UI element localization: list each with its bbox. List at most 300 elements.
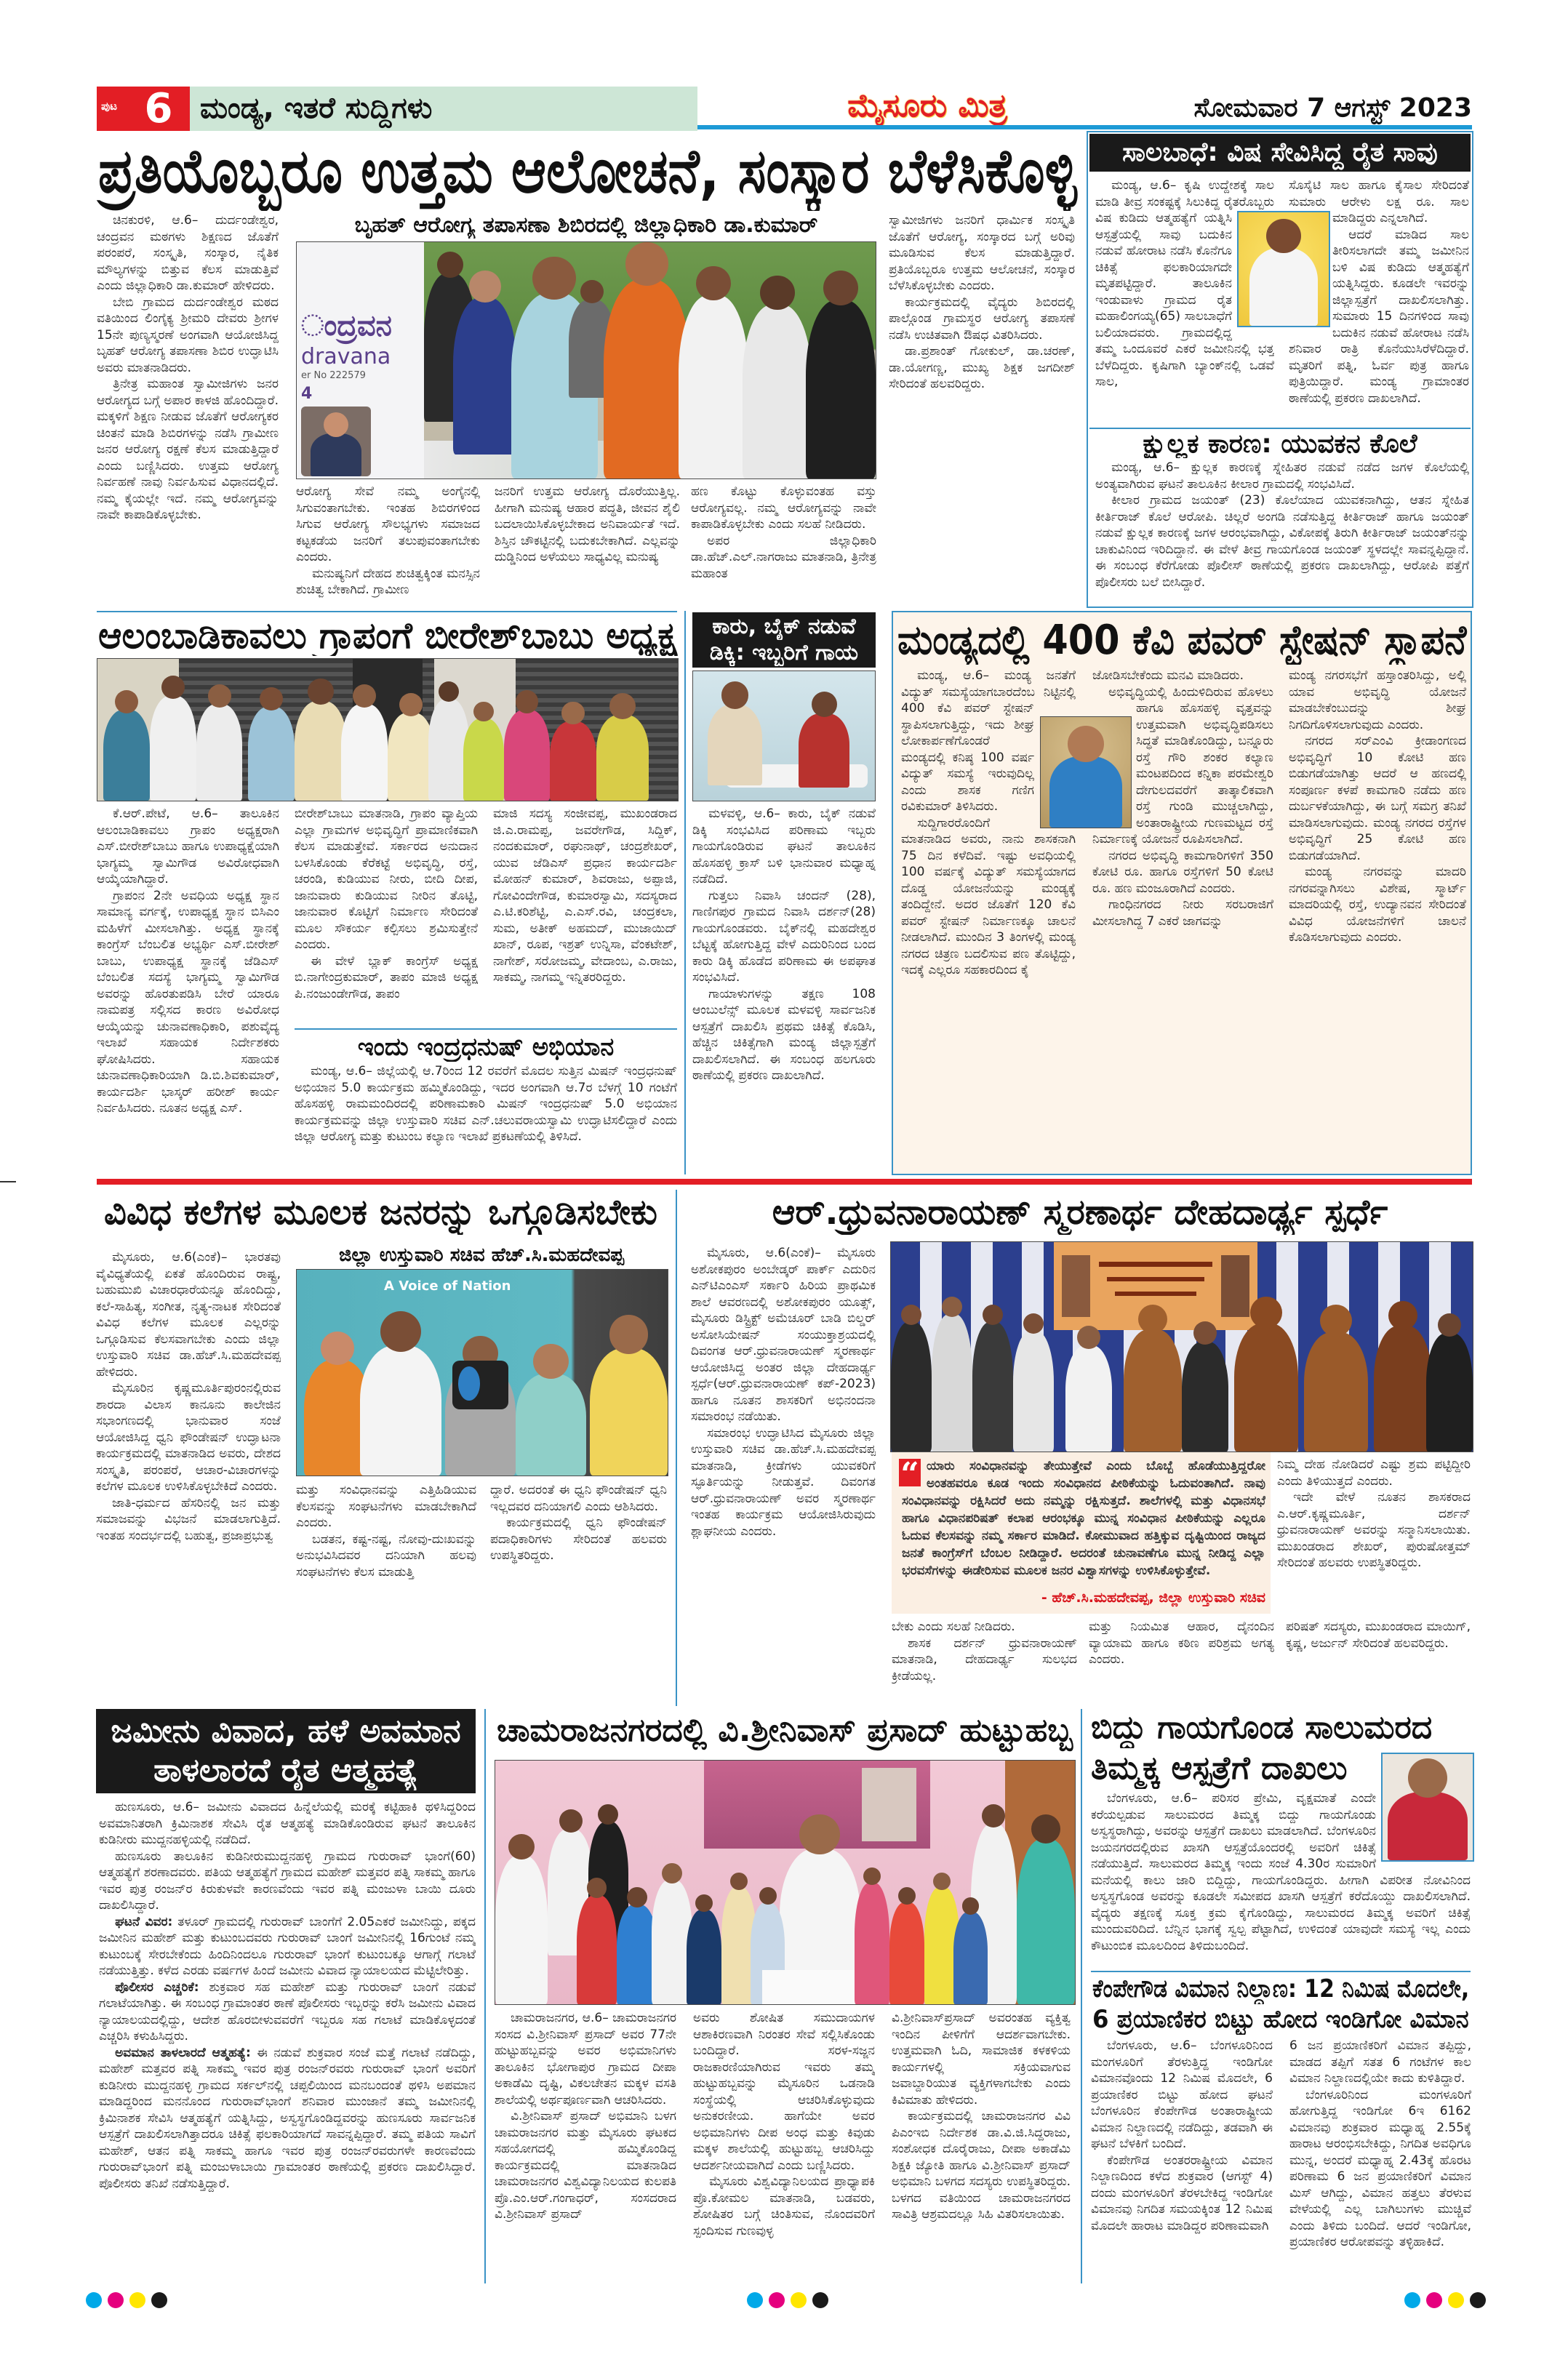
article-column [1277,1457,1471,1614]
person-body [806,300,876,479]
person-head [508,1834,535,1860]
registration-tick [0,1181,16,1182]
person-head [760,276,795,311]
column-divider [676,1190,677,1706]
section-band [190,87,697,131]
person-body [1065,1345,1112,1452]
article-column [1091,2038,1273,2278]
paragraph: ಮತ್ತು ನಿಯಮಿತ ಆಹಾರ, ದೈನಂದಿನ ವ್ಯಾಯಾಮ ಹಾಗೂ ಕಠಿಣ ಪರಿಶ್ರಮ ಅಗತ್ಯ ಎಂದರು. [1089,1620,1274,1667]
cyan-dot [747,2292,763,2308]
person-body [360,1345,441,1476]
article-column [96,1249,281,1706]
person-head [533,1344,568,1379]
person-head [208,684,231,708]
person-figure [103,690,150,801]
article-column [892,2010,1071,2279]
paragraph: ಮಂಡ್ಯ, ಆ.6– ಜಿಲ್ಲೆಯಲ್ಲಿ ಆ.7ರಿಂದ 12 ರವರೆಗೆ ಮೊದಲ ಸುತ್ತಿನ ಮಿಷನ್ ಇಂದ್ರಧನುಷ್ ಅಭಿಯಾನ 5.0 ಕಾರ್ಯಕ್ರಮ ಹಮ್ಮಿಕೊಂಡಿದ್ದು, ಇದರ ಅಂಗವಾಗಿ ಆ.7ರ ಬೆಳಗ್ಗೆ 10 ಗಂಟೆಗೆ ಹೊಸಹಳ್ಳಿ ರಾಮಮಂದಿರದಲ್ಲಿ ಪರಿಣಾಮಕಾರಿ ಮಿಷನ್ ಇಂದ್ರಧನುಷ್ 5.0 ಅಭಿಯಾನ ಕಾರ್ಯಕ್ರಮವನ್ನು ಜಿಲ್ಲಾ ಉಸ್ತುವಾರಿ ಸಚಿವ ಎನ್.ಚಲುವರಾಯಸ್ವಾಮಿ ಉದ್ಘಾಟಿಸಲಿದ್ದಾರೆ ಎಂದು ಜಿಲ್ಲಾ ಆರೋಗ್ಯ ಮತ್ತು ಕುಟುಂಬ ಕಲ್ಯಾಣ ಇಲಾಖೆ ಪ್ರಕಟಣೆಯಲ್ಲಿ ತಿಳಿಸಿದೆ. [295,1064,677,1144]
paragraph: ಅವರು ಶೋಷಿತ ಸಮುದಾಯಗಳ ಆಶಾಕಿರಣವಾಗಿ ನಿರಂತರ ಸೇವೆ ಸಲ್ಲಿಸಿಕೊಂಡು ಬಂದಿದ್ದಾರೆ. ಸರಳ-ಸಜ್ಜನ ರಾಜಕಾರಣಿಯಾಗಿರುವ ಇವರು ತಮ್ಮ ಹುಟ್ಟುಹಬ್ಬವನ್ನು ಮೈಸೂರಿನ ಒಡನಾಡಿ ಸಂಸ್ಥೆಯಲ್ಲಿ ಆಚರಿಸಿಕೊಳ್ಳುವುದು ಅನುಕರಣೀಯ. ಹಾಗೆಯೇ ಅವರ ಅಭಿಮಾನಿಗಳು ದೀಪ ಅಂಧ ಮತ್ತು ಕಿವುಡು ಮಕ್ಕಳ ಶಾಲೆಯಲ್ಲಿ ಹುಟ್ಟುಹಬ್ಬ ಆಚರಿಸಿದ್ದು ಆದರ್ಶನೀಯವಾಗಿದೆ ಎಂದು ಬಣ್ಣಿಸಿದರು. [693,2011,875,2173]
article-column [1091,1790,1471,1969]
person-head [962,1897,980,1915]
paragraph: ಬೆಂಗಳೂರು, ಆ.6– ಬೆಂಗಳೂರಿನಿಂದ ಮಂಗಳೂರಿಗೆ ತೆರಳುತ್ತಿದ್ದ ಇಂಡಿಗೋ ವಿಮಾನವೊಂದು 12 ನಿಮಿಷ ಮೊದಲೇ, 6 ಪ್ರಯಾಣಿಕರ ಬಿಟ್ಟು ಹೋದ ಘಟನೆ ಬೆಂಗಳೂರಿನ ಕೆಂಪೇಗೌಡ ಅಂತಾರಾಷ್ಟ್ರೀಯ ವಿಮಾನ ನಿಲ್ದಾಣದಲ್ಲಿ ನಡೆದಿದ್ದು, ತಡವಾಗಿ ಈ ಘಟನೆ ಬೆಳಕಿಗೆ ಬಂದಿದೆ. [1091,2038,1273,2151]
paragraph: ದ್ದಾರೆ. ಅದರಂತೆ ಈ ಧ್ವನಿ ಫೌಂಡೇಷನ್ ಧ್ವನಿ ಇಲ್ಲದವರ ದನಿಯಾಗಲಿ ಎಂದು ಆಶಿಸಿದರು. [490,1483,667,1514]
person-head [353,684,376,708]
section-separator [97,1179,1472,1185]
person-body [103,710,150,801]
header-rule [697,125,1472,129]
person-head [437,252,463,278]
headline-text: ಕಾರು, ಬೈಕ್ ನಡುವೆ [712,614,856,639]
headline-text: ತಿಮ್ಮಕ್ಕ ಆಸ್ಪತ್ರೆಗೆ ದಾಖಲು [1091,1750,1348,1787]
article-column [1089,1619,1274,1706]
run-in-head: ಅವಮಾನ ತಾಳಲಾರದೆ ಆತ್ಮಹತ್ಯೆ: [115,2045,251,2060]
paragraph [99,1849,476,1914]
black-dot [812,2292,828,2308]
paragraph: ಕೀಲಾರ ಗ್ರಾಮದ ಜಯಂತ್ (23) ಕೊಲೆಯಾದ ಯುವಕನಾಗಿದ್ದು, ಆತನ ಸ್ನೇಹಿತ ಕೀರ್ತಿರಾಜ್ ಕೊಲೆ ಆರೋಪಿ. ಚಿಲ್ಲರೆ ಅಂಗಡಿ ನಡೆಸುತ್ತಿದ್ದ ಕೀರ್ತಿರಾಜ್ ಹಾಗೂ ಜಯಂತ್ ನಡುವೆ ಕ್ಷುಲ್ಲಕ ಕಾರಣಕ್ಕೆ ಜಗಳ ಆರಂಭವಾಗಿದ್ದು, ವಿಕೋಪಕ್ಕೆ ತಿರುಗಿ ಕೀರ್ತಿರಾಜ್ ಜಯಂತ್‌ನನ್ನು ಚಾಕುವಿನಿಂದ ಇರಿದಿದ್ದಾನೆ. ಈ ವೇಳೆ ತೀವ್ರ ಗಾಯಗೊಂಡ ಜಯಂತ್ ಸ್ಥಳದಲ್ಲೇ ಸಾವನ್ನಪ್ಪಿದ್ದಾನೆ. ಈ ಸಂಬಂಧ ಕೆರೆಗೋಡು ಪೊಲೀಸ್ ಠಾಣೆಯಲ್ಲಿ ಪ್ರಕರಣ ದಾಖಲಾಗಿದ್ದು, ಆರೋಪಿ ಪತ್ತೆಗೆ ಪೊಲೀಸರು ಬಲೆ ಬೀಸಿದ್ದಾರೆ. [1095,493,1469,590]
article-column [691,484,876,605]
paragraph [99,1799,476,1849]
person-figure [1304,1305,1368,1452]
person-head [260,687,283,710]
person-head [1388,1301,1417,1330]
headline-text: ವಿವಿಧ ಕಲೆಗಳ ಮೂಲಕ ಜನರನ್ನು ಒಗ್ಗೂಡಿಸಬೇಕು [104,1192,657,1233]
headline-box [1089,134,1471,172]
photo-foundation-launch [296,1269,668,1476]
person-head [982,1804,1005,1827]
person-body [891,1322,932,1452]
column-divider [1081,1709,1082,2283]
person-figure [516,1344,586,1476]
paragraph: ಸೊಸೈಟಿ ಸಾಲ ಹಾಗೂ ಕೈಸಾಲ ಸೇರಿದಂತೆ ಸುಮಾರು ಆರೇಳು ಲಕ್ಷ ರೂ. ಸಾಲ ಮಾಡಿದ್ದರು ಎನ್ನಲಾಗಿದೆ. [1289,178,1469,225]
paragraph: ಬಡತನ, ಕಷ್ಟ-ನಷ್ಟ, ನೋವು-ದುಃಖವನ್ನು ಅನುಭವಿಸಿದವರ ದನಿಯಾಗಿ ಹಲವು ಸಂಘಟನೆಗಳು ಕೆಲಸ ಮಾಡುತ್ತಿ [296,1532,476,1580]
banner-text: 4 [301,385,313,403]
pull-quote-attribution: - ಹೆಚ್.ಸಿ.ಮಹದೇವಪ್ಪ, ಜಿಲ್ಲಾ ಉಸ್ತುವಾರಿ ಸಚಿವ [1041,1590,1265,1606]
person-figure [1426,1313,1473,1452]
paragraph [99,1979,476,2045]
person-body [932,1314,972,1452]
headline-text: ಚಾಮರಾಜನಗರದಲ್ಲಿ ವಿ.ಶ್ರೀನಿವಾಸ್ ಪ್ರಸಾದ್ ಹುಟ್ಟುಹಬ್ಬ [496,1712,1073,1749]
person-figure [248,687,295,801]
black-dot [1470,2292,1486,2308]
person-head [161,676,185,699]
banner-text: A Voice of Nation [384,1278,511,1294]
article-column [296,484,480,605]
person-body [590,1348,668,1476]
headline-text: 6 ಪ್ರಯಾಣಿಕರ ಬಿಟ್ಟು ಹೋದ ಇಂಡಿಗೋ ವಿಮಾನ [1092,2005,1469,2034]
person-figure [341,684,388,801]
person-figure [1234,1297,1298,1452]
person-body [743,305,812,479]
article-column [1286,1619,1471,1706]
paragraph: ಚಾಮರಾಜನಗರ, ಆ.6– ಚಾಮರಾಜನಗರ ಸಂಸದ ವಿ.ಶ್ರೀನಿವಾಸ್ ಪ್ರಸಾದ್ ಅವರ 77ನೇ ಹುಟ್ಟುಹಬ್ಬವನ್ನು ಅವರ ಅಭಿಮಾನಿಗಳು ತಾಲೂಕಿನ ಭೋಗಾಪುರ ಗ್ರಾಮದ ದೀಪಾ ಅಕಾಡೆಮಿ ದೃಷ್ಟಿ, ವಿಕಲಚೇತನ ಮಕ್ಕಳ ವಸತಿ ಶಾಲೆಯಲ್ಲಿ ಅರ್ಥಪೂರ್ಣವಾಗಿ ಆಚರಿಸಿದರು. [495,2011,676,2107]
person-body [550,721,596,801]
headline [896,617,1468,665]
article-column [295,1063,677,1172]
paragraph-text: ಈ ನಡುವೆ ಶುಕ್ರವಾರ ಸಂಜೆ ಮತ್ತೆ ಗಲಾಟೆ ನಡೆದಿದ್ದು, ಮಹೇಶ್ ಮತ್ತವರ ಪತ್ನಿ ಸಾಕಮ್ಮ ಇವರ ಪುತ್ರ ರಂಜನ್‌ರವರು ಗುರುರಾವ್ ಭಾಂಗೆ ಅವರಿಗೆ ಕುಡಿನೀರು ಮುದ್ದನಹಳ್ಳಿ ಗ್ರಾಮದ ಸರ್ಕಲ್‌ನಲ್ಲಿ ಚಪ್ಪಲಿಯಿಂದ ಮನಬಂದಂತೆ ಥಳಿಸಿ ಅಪಮಾನ ಮಾಡಿದ್ದರಿಂದ ಮನನೊಂದ ಗುರುರಾವ್‌ಭಾಂಗೆ ಶನಿವಾರ ಮುಂಜಾನೆ ತಮ್ಮ ಜಮೀನಿನಲ್ಲಿ ಕ್ರಿಮಿನಾಶಕ ಸೇವಿಸಿ ಆತ್ಮಹತ್ಯೆಗೆ ಯತ್ನಿಸಿದ್ದು, ಅಸ್ವಸ್ಥಗೊಂಡಿದ್ದವರನ್ನು ಹುಣಸೂರು ಸಾರ್ವಜನಿಕ ಆಸ್ಪತ್ರೆಗೆ ದಾಖಲಿಸಲಾಗಿತ್ತಾದರೂ ಚಿಕಿತ್ಸೆ ಫಲಕಾರಿಯಾಗದೆ ಸಾವನ್ನಪ್ಪಿದ್ದಾರೆ. ತಮ್ಮ ಪತಿಯ ಸಾವಿಗೆ ಮಹೇಶ್, ಆತನ ಪತ್ನಿ ಸಾಕಮ್ಮ ಹಾಗೂ ಇವರ ಪುತ್ರ ರಂಜನ್‌ರವರುಗಳೇ ಕಾರಣವೆಂದು ಗುರುರಾವ್‌ಭಾಂಗೆ ಪತ್ನಿ ಮಂಜುಳಾಬಾಯಿ ಗ್ರಾಮಾಂತರ ಠಾಣೆಯಲ್ಲಿ ಪ್ರಕರಣ ದಾಖಲಿಸಿದ್ದಾರೆ. ಪೊಲೀಸರು ತನಿಖೆ ನಡೆಸುತ್ತಿದ್ದಾರೆ. [99,2045,476,2191]
person-body [311,433,361,476]
paragraph: ಬೀರೇಶ್‌ಬಾಬು ಮಾತನಾಡಿ, ಗ್ರಾಪಂ ವ್ಯಾಪ್ತಿಯ ಎಲ್ಲಾ ಗ್ರಾಮಗಳ ಅಭಿವೃದ್ಧಿಗೆ ಪ್ರಾಮಾಣಿಕವಾಗಿ ಕೆಲಸ ಮಾಡುತ್ತೇವೆ. ಸರ್ಕಾರದ ಅನುದಾನ ಬಳಸಿಕೊಂಡು ಕೆರೆಕಟ್ಟೆ ಅಭಿವೃದ್ಧಿ, ರಸ್ತೆ, ಚರಂಡಿ, ಕುಡಿಯುವ ನೀರು, ಬೀದಿ ದೀಪ, ಜಾನುವಾರು ಕುಡಿಯುವ ನೀರಿನ ತೊಟ್ಟಿ, ಜಾನುವಾರ ಕೊಟ್ಟಿಗೆ ನಿರ್ಮಾಣ ಸೇರಿದಂತೆ ಮೂಲ ಸೌಕರ್ಯ ಕಲ್ಪಿಸಲು ಶ್ರಮಿಸುತ್ತೇನೆ ಎಂದರು. [295,806,478,952]
magenta-dot [108,2292,124,2308]
article-column [1095,460,1469,605]
headline-text: ಸಾಲಬಾಧೆ: ವಿಷ ಸೇವಿಸಿದ್ದ ರೈತ ಸಾವು [1122,137,1438,167]
paragraph: ಸುದ್ದಿಗಾರರೊಂದಿಗೆ ಮಾತನಾಡಿದ ಅವರು, ನಾನು ಶಾಸಕನಾಗಿ 75 ದಿನ ಕಳೆದಿವೆ. ಇಷ್ಟು ಅವಧಿಯಲ್ಲಿ 100 ವರ್ಷಕ್ಕೆ ವಿದ್ಯುತ್ ಸಮಸ್ಯೆಯಾಗದ ದೊಡ್ಡ ಯೋಜನೆಯನ್ನು ಮಂಡ್ಯಕ್ಕೆ ತಂದಿದ್ದೇನೆ. ಅದರ ಜೊತೆಗೆ 120 ಕೆವಿ ಪವರ್ ಸ್ಟೇಷನ್ ನಿರ್ಮಾಣಕ್ಕೂ ಚಾಲನೆ ನೀಡಲಾಗಿದೆ. ಮುಂದಿನ 3 ತಿಂಗಳಲ್ಲಿ ಮಂಡ್ಯ ನಗರದ ಚಿತ್ರಣ ಬದಲಿಸುವ ಪಣ ತೊಟ್ಟಿದ್ದು, ಇದಕ್ಕೆ ಎಲ್ಲರೂ ಸಹಕಾರದಿಂದ ಕೈ [901,815,1076,977]
paragraph: ಮಂಡ್ಯ ನಗರವನ್ನು ಮಾದರಿ ನಗರವನ್ನಾಗಿಸಲು ವಿಶೇಷ, ಸ್ಮಾರ್ಟ್ ಮಾದರಿಯಲ್ಲಿ ರಸ್ತೆ, ಉದ್ಯಾನವನ ಸೇರಿದಂತೆ ವಿವಿಧ ಯೋಜನೆಗಳಿಗೆ ಚಾಲನೆ ಕೊಡಿಸಲಾಗುವುದು ಎಂದರು. [1289,865,1466,945]
person-head [983,1305,1003,1325]
photo-panchayat-group [97,658,679,801]
paragraph: ಮಳವಳ್ಳಿ, ಆ.6– ಕಾರು, ಬೈಕ್ ನಡುವೆ ಡಿಕ್ಕಿ ಸಂಭವಿಸಿದ ಪರಿಣಾಮ ಇಬ್ಬರು ಗಾಯಗೊಂಡಿರುವ ಘಟನೆ ತಾಲೂಕಿನ ಹೊಸಹಳ್ಳಿ ಕ್ರಾಸ್ ಬಳಿ ಭಾನುವಾರ ಮಧ್ಯಾಹ್ನ ನಡೆದಿದೆ. [692,806,876,886]
person-body [972,1322,1013,1452]
article-column [296,1482,476,1706]
person-body [516,1374,586,1476]
person-head [1068,726,1104,762]
section-title: ಮಂಡ್ಯ, ಇತರೆ ಸುದ್ದಿಗಳು [200,92,433,125]
person-body [577,1895,617,2004]
headline [295,1033,677,1062]
headline-line [1091,2004,1471,2035]
person-figure [889,1887,924,2004]
quote-mark-spacer [902,1457,927,1491]
paragraph: ಅಭಿವೃದ್ಧಿಯಲ್ಲಿ ಹಿಂದುಳಿದಿರುವ ಹೊಳಲು ಹಾಗೂ ಹೊಸಹಳ್ಳಿ ವೃತ್ತವನ್ನು ಉತ್ತಮವಾಗಿ ಅಭಿವೃದ್ಧಿಪಡಿಸಲು ಸಿದ್ಧತೆ ಮಾಡಿಕೊಂಡಿದ್ದು, ಬನ್ನೂರು ರಸ್ತೆ ಗೌರಿ ಶಂಕರ ಕಲ್ಯಾಣ ಮಂಟಪದಿಂದ ಕನ್ನಿಕಾ ಪರಮೇಶ್ವರಿ ದೇಗುಲದವರೆಗೆ ತಾತ್ಕಾಲಿಕವಾಗಿ ರಸ್ತೆ ಗುಂಡಿ ಮುಚ್ಚಲಾಗಿದ್ದು, ಅಂತಾರಾಷ್ಟ್ರೀಯ ಗುಣಮಟ್ಟದ ರಸ್ತೆ ನಿರ್ಮಾಣಕ್ಕೆ ಯೋಜನೆ ರೂಪಿಸಲಾಗಿದೆ. [1092,684,1273,846]
paragraph: ಆದರೆ ಮಾಡಿದ ಸಾಲ ತೀರಿಸಲಾಗದೇ ತಮ್ಮ ಜಮೀನಿನ ಬಳಿ ವಿಷ ಕುಡಿದು ಆತ್ಮಹತ್ಯೆಗೆ ಯತ್ನಿಸಿದ್ದರು. ಕೂಡಲೇ ಇವರನ್ನು ಜಿಲ್ಲಾಸ್ಪತ್ರೆಗೆ ದಾಖಲಿಸಲಾಗಿತ್ತು. ಸುಮಾರು 15 ದಿನಗಳಿಂದ ಸಾವು ಬದುಕಿನ ನಡುವೆ ಹೋರಾಟ ನಡೆಸಿ ಶನಿವಾರ ರಾತ್ರಿ ಕೊನೆಯುಸಿರೆಳೆದಿದ್ದಾರೆ. ಮೃತರಿಗೆ ಪತ್ನಿ, ಓರ್ವ ಪುತ್ರ ಹಾಗೂ ಪುತ್ರಿಯಿದ್ದಾರೆ. ಮಂಡ್ಯ ಗ್ರಾಮಾಂತರ ಠಾಣೆಯಲ್ಲಿ ಪ್ರಕರಣ ದಾಖಲಾಗಿದೆ. [1289,227,1469,406]
divider [1089,428,1471,429]
person-body [679,295,748,479]
article-column [99,1799,476,2279]
banner-portrait [1062,1255,1090,1317]
article-column [1289,668,1466,1171]
column-divider [684,611,686,1174]
person-head [1250,1297,1282,1329]
person-head [439,681,459,702]
paragraph: ಕಾರ್ಯಕ್ರಮದಲ್ಲಿ ಚಾಮರಾಜನಗರ ವಿವಿ ಪಿಎಂಇಬಿ ನಿರ್ದೇಶಕ ಡಾ.ವಿ.ಜಿ.ಸಿದ್ದರಾಜು, ಸಂಶೋಧಕ ದೊರೈರಾಜು, ದೀಪಾ ಅಕಾಡೆಮಿ ಶಿಕ್ಷಕಿ ಜ್ಯೋತಿ ಹಾಗೂ ವಿ.ಶ್ರೀನಿವಾಸ್ ಪ್ರಸಾದ್ ಅಭಿಮಾನಿ ಬಳಗದ ಸದಸ್ಯರು ಉಪಸ್ಥಿತರಿದ್ದರು. ಬಳಗದ ವತಿಯಿಂದ ಚಾಮರಾಜನಗರದ ಸಾವಿತ್ರಿ ಆಶ್ರಮದಲ್ಲೂ ಸಿಹಿ ವಿತರಿಸಲಾಯಿತು. [892,2109,1071,2222]
person-head [863,1867,881,1885]
headline-line [692,614,876,640]
person-figure [604,242,690,479]
black-dot [151,2292,167,2308]
paragraph: ವಿ.ಶ್ರೀನಿವಾಸ್‌ಪ್ರಸಾದ್ ಅವರಂತಹ ವ್ಯಕ್ತಿತ್ವ ಇಂದಿನ ಪೀಳಿಗೆಗೆ ಆದರ್ಶವಾಗಬೇಕು. ಉತ್ತಮವಾಗಿ ಓದಿ, ಸಾಮಾಜಿಕ ಕಳಕಳಿಯ ಕಾರ್ಯಗಳಲ್ಲಿ ಸಕ್ರಿಯವಾಗುವ ಜವಾಬ್ದಾರಿಯುತ ವ್ಯಕ್ತಿಗಳಾಗಬೇಕು ಎಂದು ಕಿವಿಮಾತು ಹೇಳಿದರು. [892,2011,1071,2107]
inset-portrait [301,407,371,476]
person-head [1031,1814,1060,1843]
headline-line [1091,1708,1471,1748]
headline-text: ಆರ್.ಧ್ರುವನಾರಾಯಣ್ ಸ್ಮರಣಾರ್ಥ ದೇಹದಾರ್ಢ್ಯ ಸ್ಪರ್ಧೆ [772,1192,1388,1233]
person-figure [1049,726,1121,828]
article-column [692,806,876,1172]
person-head [561,702,585,725]
paragraph: ಮೈಸೂರು, ಆ.6(ಎಂಕೆ)– ಮೈಸೂರು ಅಶೋಕಪುರಂ ಅಂಬೇಡ್ಕರ್ ಪಾರ್ಕ್ ಎದುರಿನ ಎನ್‌ಟಿಎಂಎಸ್ ಸರ್ಕಾರಿ ಹಿರಿಯ ಪ್ರಾಥಮಿಕ ಶಾಲೆ ಆವರಣದಲ್ಲಿ ಅಶೋಕಪುರಂ ಯೂತ್ಸ್, ಮೈಸೂರು ಡಿಸ್ಟ್ರಿಕ್ಟ್ ಅಮೆಚೂರ್ ಬಾಡಿ ಬಿಲ್ಡರ್ ಅಸೋಸಿಯೇಷನ್ ಸಂಯುಕ್ತಾಶ್ರಯದಲ್ಲಿ ದಿವಂಗತ ಆರ್.ಧ್ರುವನಾರಾಯಣ್ ಸ್ಮರಣಾರ್ಥ ಆಯೋಜಿಸಿದ್ದ ಅಂತರ ಜಿಲ್ಲಾ ದೇಹದಾರ್ಢ್ಯ ಸ್ಪರ್ಧೆ(ಆರ್.ಧ್ರುವನಾರಾಯಣ್ ಕಪ್-2023) ಹಾಗೂ ನೂತನ ಶಾಸಕರಿಗೆ ಅಭಿನಂದನಾ ಸಮಾರಂಭ ನಡೆಯಿತು. [691,1246,876,1424]
person-body [196,704,243,801]
person-body [1234,1324,1298,1452]
paragraph: ಬೆಂಗಳೂರಿನಿಂದ ಮಂಗಳೂರಿಗೆ ಹೋಗುತ್ತಿದ್ದ ಇಂಡಿಗೋ 6ಇ 6162 ವಿಮಾನವು ಶುಕ್ರವಾರ ಮಧ್ಯಾಹ್ನ 2.55ಕ್ಕೆ ಹಾರಾಟ ಆರಂಭಿಸಬೇಕಿದ್ದು, ನಿಗದಿತ ಅವಧಿಗೂ ಮುನ್ನ, ಅಂದರೆ ಮಧ್ಯಾಹ್ನ 2.43ಕ್ಕೆ ಹೊರಟ ಪರಿಣಾಮ 6 ಜನ ಪ್ರಯಾಣಿಕರಿಗೆ ವಿಮಾನ ಮಿಸ್ ಆಗಿದ್ದು, ವಿಮಾನ ಹತ್ತಲು ತೆರಳುವ ವೇಳೆಯಲ್ಲಿ ಎಲ್ಲ ಬಾಗಿಲುಗಳು ಮುಚ್ಚಿವೆ ಎಂದು ತಿಳಿದು ಬಂದಿದೆ. ಆದರೆ ಇಂಡಿಗೋ, ಪ್ರಯಾಣಿಕರ ಆರೋಪವನ್ನು ತಳ್ಳಿಹಾಕಿದೆ. [1289,2087,1471,2249]
paragraph: ಮಾಜಿ ಸದಸ್ಯ ಸಂಜೀವಪ್ಪ, ಮುಖಂಡರಾದ ಜಿ.ಎ.ರಾಮಪ್ಪ, ಜವರೇಗೌಡ, ಸಿದ್ದಿಕ್, ನಂದಕುಮಾರ್, ರಘುನಾಥ್, ಚಂದ್ರಶೇಖರ್, ಯುವ ಜೆಡಿಎಸ್ ಪ್ರಧಾನ ಕಾರ್ಯದರ್ಶಿ ಮೋಹನ್ ಕುಮಾರ್, ಶಿವರಾಜು, ಅಪ್ಪಾಜಿ, ಗೋವಿಂದೇಗೌಡ, ಕುಮಾರಸ್ವಾಮಿ, ಸದಸ್ಯರಾದ ಎ.ಟಿ.ಕರಿಶೆಟ್ಟಿ, ಎ.ಎಸ್.ರವಿ, ಚಂದ್ರಕಲಾ, ಸುಮ, ಅತೀಕ್ ಅಹಮದ್, ಮುಜಾಯಿದ್ ಖಾನ್, ರೂಪ, ಇಶ್ರತ್ ಉನ್ನಿಸಾ, ವೆಂಕಟೇಶ್, ನಾಗೇಶ್, ಸರೋಜಮ್ಮ, ವೇದಾಂಬ, ಎ.ರಾಜು, ಸಾಕಮ್ಮ, ನಾಗಮ್ಮ ಇನ್ನಿತರರಿದ್ದರು. [493,806,677,985]
person-head [1320,1305,1352,1337]
person-figure [1249,219,1318,326]
person-figure [687,1894,721,2004]
cyan-dot [1404,2292,1420,2308]
person-figure [463,702,504,801]
yellow-dot [791,2292,807,2308]
person-figure [1065,1326,1112,1452]
page-number: 6 [144,85,173,132]
person-figure [590,1315,668,1476]
divider [1091,1971,1471,1972]
page-number-badge [97,87,190,131]
headline-line [1091,1748,1375,1789]
article-column [892,1619,1077,1706]
paragraph: ಜನರಿಗೆ ಉತ್ತಮ ಆರೋಗ್ಯ ದೊರೆಯುತ್ತಿಲ್ಲ. ಹೀಗಾಗಿ ಮನುಷ್ಯ ಆಹಾರ ಪದ್ಧತಿ, ಜೀವನ ಶೈಲಿ ಬದಲಾಯಿಸಿಕೊಳ್ಳಬೇಕಾದ ಅನಿವಾರ್ಯತೆ ಇದೆ. ಶಿಸ್ತಿನ ಚೌಕಟ್ಟಿನಲ್ಲಿ ಬದುಕಬೇಕಾಗಿದೆ. ಎಲ್ಲವನ್ನು ದುಡ್ಡಿನಿಂದ ಅಳೆಯಲು ಸಾಧ್ಯವಿಲ್ಲ ಮನುಷ್ಯ [495,484,680,564]
person-figure [1374,1301,1432,1452]
pull-quote [902,1457,1265,1581]
person-body [1182,1342,1228,1452]
person-head [759,1887,777,1905]
person-figure [708,681,762,785]
headline [1089,431,1471,458]
banner-text: dravana [301,344,391,369]
person-body [953,1912,988,2004]
person-figure [295,678,347,801]
person-figure [1124,1305,1182,1452]
headline [95,1190,666,1235]
person-head [308,678,334,705]
paragraph: ಬೆಂಗಳೂರು, ಆ.6– ಪರಿಸರ ಪ್ರೇಮಿ, ವೃಕ್ಷಮಾತೆ ಎಂದೇ ಕರೆಯಲ್ಪಡುವ ಸಾಲುಮರದ ತಿಮ್ಮಕ್ಕ ಬಿದ್ದು ಗಾಯಗೊಂಡು ಅಸ್ವಸ್ಥರಾಗಿದ್ದು, ಅವರನ್ನು ಆಸ್ಪತ್ರೆಗೆ ದಾಖಲು ಮಾಡಲಾಗಿದೆ. ಬೆಂಗಳೂರಿನ ಜಯನಗರದಲ್ಲಿರುವ ಖಾಸಗಿ ಆಸ್ಪತ್ರೆಯೊಂದರಲ್ಲಿ ಅವರಿಗೆ ಚಿಕಿತ್ಸೆ ನಡೆಯುತ್ತಿದೆ. ಸಾಲುಮರದ ತಿಮ್ಮಕ್ಕ ಇಂದು ಸಂಜೆ 4.30ರ ಸುಮಾರಿಗೆ ಮನೆಯಲ್ಲಿ ಕಾಲು ಜಾರಿ ಬಿದ್ದಿದ್ದು, ಗಾಯಗೊಂಡಿದ್ದರು. ಹೀಗಾಗಿ ವಿಪರೀತ ನೋವಿನಿಂದ ಅಸ್ವಸ್ಥಗೊಂಡ ಅವರನ್ನು ಕೂಡಲೇ ಸಮೀಪದ ಖಾಸಗಿ ಆಸ್ಪತ್ರೆಗೆ ಕರೆದೊಯ್ದು ದಾಖಲಿಸಲಾಗಿದೆ. ವೈದ್ಯರು ತಕ್ಷಣಕ್ಕೆ ಸೂಕ್ತ ಕ್ರಮ ಕೈಗೊಂಡಿದ್ದು, ಸಾಲುಮರದ ತಿಮ್ಮಕ್ಕ ಅವರಿಗೆ ಚಿಕಿತ್ಸೆ ಮುಂದುವರಿದಿದೆ. ಬೆನ್ನಿನ ಭಾಗಕ್ಕೆ ಸ್ವಲ್ಪ ಪೆಟ್ಟಾಗಿದೆ, ಉಳಿದಂತೆ ಯಾವುದೇ ಸಮಸ್ಯೆ ಇಲ್ಲ ಎಂದು ಕೌಟುಂಬಿಕ ಮೂಲದಿಂದ ತಿಳಿದುಬಂದಿದೆ. [1091,1791,1471,1953]
paragraph-text: ಹುಣಸೂರು ತಾಲೂಕಿನ ಕುಡಿನೀರುಮುದ್ದನಹಳ್ಳಿ ಗ್ರಾಮದ ಗುರುರಾವ್ ಭಾಂಗೆ(60) ಆತ್ಮಹತ್ಯೆಗೆ ಶರಣಾದವರು. ಪತಿಯ ಆತ್ಮಹತ್ಯೆಗೆ ಗ್ರಾಮದ ಮಹೇಶ್ ಮತ್ತವರ ಪತ್ನಿ ಸಾಕಮ್ಮ ಹಾಗೂ ಇವರ ಪುತ್ರ ರಂಜನ್‌ರ ಕಿರುಕುಳವೇ ಕಾರಣವೆಂದು ಇವರ ಪತ್ನಿ ಮಂಜುಳಾ ಬಾಯಿ ದೂರು ದಾಖಲಿಸಿದ್ದಾರೆ. [99,1849,476,1913]
headline-line [692,640,876,666]
article-column [97,806,279,1172]
headline-text: ತಾಳಲಾರದೆ ರೈತ ಆತ್ಮಹತ್ಯೆ [153,1752,418,1789]
person-figure [1182,1321,1228,1452]
paragraph: ಮನುಷ್ಯನಿಗೆ ದೇಹದ ಶುಚಿತ್ವಕ್ಕಿಂತ ಮನಸ್ಸಿನ ಶುಚಿತ್ವ ಬೇಕಾಗಿದೆ. ಗ್ರಾಮೀಣ [296,566,480,597]
person-figure [196,684,243,801]
person-figure [453,271,517,455]
paragraph: ನಗರದ ಅಭಿವೃದ್ಧಿ ಕಾಮಗಾರಿಗಳಿಗೆ 350 ಕೋಟಿ ರೂ. ಹಾಗೂ ರಸ್ತೆಗಳಿಗೆ 50 ಕೋಟಿ ರೂ. ಹಣ ಮಂಜೂರಾಗಿದೆ ಎಂದರು. [1092,848,1273,896]
paragraph: ಡಾ.ಪ್ರಶಾಂತ್ ಗೋಕುಲ್, ಡಾ.ಚರಣ್, ಡಾ.ಯೋಗಣ್ಣ, ಮುಖ್ಯ ಶಿಕ್ಷಕ ಜಗದೀಶ್ ಸೇರಿದಂತೆ ಹಲವರಿದ್ದರು. [889,344,1075,391]
person-body [453,297,517,455]
person-figure [360,1311,441,1476]
paragraph-text: ತಳೂರ್ ಗ್ರಾಮದಲ್ಲಿ ಗುರುರಾವ್ ಬಾಂಗೆಗೆ 2.05ಎಕರೆ ಜಮೀನಿದ್ದು, ಪಕ್ಕದ ಜಮೀನಿನ ಮಹೇಶ್ ಮತ್ತು ಕುಟುಂಬದವರು ಗುರುರಾವ್ ಬಾಂಗೆ ಜಮೀನಿನಲ್ಲಿ 16ಗುಂಟೆ ನಮ್ಮ ಕುಟುಂಬಕ್ಕೆ ಸೇರಬೇಕೆಂದು ಹಿಂದಿನಿಂದಲೂ ಗುರುರಾವ್ ಭಾಂಗೆ ಕುಟುಂಬಕ್ಕೂ ಆಗಾಗ್ಗೆ ಗಲಾಟೆ ನಡೆಯುತ್ತಿತ್ತು. ಕಳೆದ ಎರಡು ವರ್ಷಗಳ ಹಿಂದೆ ಜಮೀನು ವಿವಾದ ನ್ಯಾಯಾಲಯದ ಮೆಟ್ಟಿಲೇರಿತ್ತು. [99,1914,476,1978]
person-figure [972,1305,1013,1452]
article-column [691,1245,876,1706]
person-head [469,271,501,303]
paragraph [99,2045,476,2193]
person-body [1249,248,1318,326]
person-body [687,1910,721,2004]
person-head [695,1894,713,1912]
yellow-dot [129,2292,145,2308]
run-in-head: ಪೊಲೀಸರ ಎಚ್ಚರಿಕೆ: [115,1979,199,1995]
paragraph: ತ್ರಿನೇತ್ರ ಮಹಾಂತ ಸ್ವಾಮೀಜಿಗಳು ಜನರ ಆರೋಗ್ಯದ ಬಗ್ಗೆ ಅಪಾರ ಕಾಳಜಿ ಹೊಂದಿದ್ದಾರೆ. ಮಕ್ಕಳಿಗೆ ಶಿಕ್ಷಣ ನೀಡುವ ಜೊತೆಗೆ ಆರೋಗ್ಯಕರ ಚಿಂತನೆ ಮಾಡಿ ಶಿಬಿರಗಳನ್ನು ನಡೆಸಿ ಗ್ರಾಮೀಣ ಜನರ ಆರೋಗ್ಯ ರಕ್ಷಣೆ ಕೆಲಸ ಮಾಡುತ್ತಿದ್ದಾರೆ ಎಂದು ಬಣ್ಣಿಸಿದರು. ಉತ್ತಮ ಆರೋಗ್ಯ ನಿರ್ವಹಣೆ ನಾವು ನಿರ್ವಹಿಸುವ ವಿಧಾನದಲ್ಲಿದೆ. ನಮ್ಮ ಕೈಯಲ್ಲೇ ಇದೆ. ನಮ್ಮ ಆರೋಗ್ಯವನ್ನು ನಾವೇ ಕಾಪಾಡಿಕೊಳ್ಳಬೇಕು. [97,377,279,522]
person-head [321,1332,354,1365]
person-figure [743,276,812,479]
cyan-dot [86,2292,102,2308]
person-head [696,266,731,301]
person-figure [596,693,649,801]
paragraph: ಗಾಂಧಿನಗರದ ನೀರು ಸರಬರಾಜಿಗೆ ಮೀಸಲಾಗಿದ್ದ 7 ಎಕರೆ ಜಾಗವನ್ನು [1092,897,1273,929]
paragraph: ಸ್ವಾಮೀಜಿಗಳು ಜನರಿಗೆ ಧಾರ್ಮಿಕ ಸಂಸ್ಕೃತಿ ಜೊತೆಗೆ ಆರೋಗ್ಯ, ಸಂಸ್ಕಾರದ ಬಗ್ಗೆ ಅರಿವು ಮೂಡಿಸುವ ಕೆಲಸ ಮಾಡುತ್ತಿದ್ದಾರೆ. ಪ್ರತಿಯೊಬ್ಬರೂ ಉತ್ತಮ ಆಲೋಚನೆ, ಸಂಸ್ಕಾರ ಬೆಳೆಸಿಕೊಳ್ಳಬೇಕು ಎಂದರು. [889,213,1075,293]
person-figure [891,1305,932,1452]
person-body [150,696,196,801]
person-figure [388,693,434,801]
person-head [609,693,636,719]
paragraph: ಕೆಂಪೇಗೌಡ ಅಂತರರಾಷ್ಟ್ರೀಯ ವಿಮಾನ ನಿಲ್ದಾಣದಿಂದ ಕಳೆದ ಶುಕ್ರವಾರ (ಆಗಸ್ಟ್ 4) ದಂದು ಮಂಗಳೂರಿಗೆ ತೆರಳಬೇಕಿದ್ದ ಇಂಡಿಗೋ ವಿಮಾನವು ನಿಗದಿತ ಸಮಯಕ್ಕಿಂತ 12 ನಿಮಿಷ ಮೊದಲೇ ಹಾರಾಟ ಮಾಡಿದ್ದರ ಪರಿಣಾಮವಾಗಿ [1091,2153,1273,2233]
person-figure [806,271,876,479]
headline-box [692,612,876,668]
person-head [559,1809,583,1833]
paragraph: ಮಂಡ್ಯ, ಆ.6– ಕ್ಷುಲ್ಲಕ ಕಾರಣಕ್ಕೆ ಸ್ನೇಹಿತರ ನಡುವೆ ನಡೆದ ಜಗಳ ಕೊಲೆಯಲ್ಲಿ ಅಂತ್ಯವಾಗಿರುವ ಘಟನೆ ತಾಲೂಕಿನ ಕೀಲಾರ ಗ್ರಾಮದಲ್ಲಿ ಸಂಭವಿಸಿದೆ. [1095,460,1469,492]
page-label: ಪುಟ [101,100,118,113]
paragraph: ಅಪರ ಜಿಲ್ಲಾಧಿಕಾರಿ ಡಾ.ಹೆಚ್.ಎಲ್.ನಾಗರಾಜು ಮಾತನಾಡಿ, ತ್ರಿನೇತ್ರ ಮಹಾಂತ [691,533,876,581]
headline [688,1190,1472,1235]
person-body [495,1856,548,2004]
banner-text-line [1115,1292,1196,1296]
person-head [721,681,749,709]
banner-text: er No 222579 [301,370,366,381]
photo-bodybuilding-stage [890,1241,1473,1452]
person-head [1193,1321,1217,1345]
person-head [662,1863,682,1883]
person-head [598,1804,618,1825]
headline [495,1709,1075,1753]
paragraph: ಸಮಾರಂಭ ಉದ್ಘಾಟಿಸಿದ ಮೈಸೂರು ಜಿಲ್ಲಾ ಉಸ್ತುವಾರಿ ಸಚಿವ ಡಾ.ಹೆಚ್.ಸಿ.ಮಹದೇವಪ್ಪ ಮಾತನಾಡಿ, ಕ್ರೀಡೆಗಳು ಯುವಕರಿಗೆ ಸ್ಫೂರ್ತಿಯನ್ನು ನೀಡುತ್ತವೆ. ದಿವಂಗತ ಆರ್.ಧ್ರುವನಾರಾಯಣ್ ಅವರ ಸ್ಮರಣಾರ್ಥ ಇಂತಹ ಕಾರ್ಯಕ್ರಮ ಆಯೋಜಿಸಿರುವುದು ಶ್ಲಾಘನೀಯ ಎಂದರು. [691,1425,876,1539]
paragraph: ಬೇಬಿ ಗ್ರಾಮದ ದುರ್ದಂಡೇಶ್ವರ ಮಠದ ವತಿಯಿಂದ ಲಿಂಗೈಕ್ಯ ಶ್ರೀಮರಿ ದೇವರು ಶ್ರೀಗಳ 15ನೇ ಪುಣ್ಯಸ್ಮರಣೆ ಅಂಗವಾಗಿ ಆಯೋಜಿಸಿದ್ದ ಬೃಹತ್ ಆರೋಗ್ಯ ತಪಾಸಣಾ ಶಿಬಿರ ಉದ್ಘಾಟಿಸಿ ಅವರು ಮಾತನಾಡಿದರು. [97,295,279,375]
article-column [97,212,279,605]
person-body [295,701,347,801]
person-head [799,1814,840,1855]
article-column [693,2010,875,2279]
person-body [1017,1839,1075,2004]
photo-banner [297,242,424,479]
divider [295,1028,677,1030]
person-body [1013,1331,1054,1452]
divider [97,611,677,612]
paragraph: ಮೈಸೂರು, ಆ.6(ಎಂಕೆ)– ಭಾರತವು ವೈವಿಧ್ಯತೆಯಲ್ಲಿ ಏಕತೆ ಹೊಂದಿರುವ ರಾಷ್ಟ್ರ, ಬಹುಮುಖಿ ವಿಚಾರಧಾರೆಯನ್ನೂ ಹೊಂದಿದ್ದು, ಕಲೆ-ಸಾಹಿತ್ಯ, ಸಂಗೀತ, ನೃತ್ಯ-ನಾಟಕ ಸೇರಿದಂತೆ ವಿವಿಧ ಕಲೆಗಳ ಮೂಲಕ ಎಲ್ಲರನ್ನು ಒಗ್ಗೂಡಿಸುವ ಕೆಲಸವಾಗಬೇಕು ಎಂದು ಜಿಲ್ಲಾ ಉಸ್ತುವಾರಿ ಸಚಿವ ಡಾ.ಹೆಚ್.ಸಿ.ಮಹದೇವಪ್ಪ ಹೇಳಿದರು. [96,1250,281,1380]
paragraph [99,1914,476,1979]
person-head [1023,1313,1044,1334]
birthday-cake [762,1970,855,2004]
person-head [625,242,669,286]
person-figure [799,692,849,788]
person-body [855,1883,889,2004]
paragraph: ನಗರದ ಸರ್‌ಎಂವಿ ಕ್ರೀಡಾಂಗಣದ ಅಭಿವೃದ್ಧಿಗೆ 10 ಕೋಟಿ ಹಣ ಬಿಡುಗಡೆಯಾಗಿತ್ತು ಆದರೆ ಆ ಹಣದಲ್ಲಿ ಸಂಪೂರ್ಣ ಕಳಪೆ ಕಾಮಗಾರಿ ನಡೆದು ಹಣ ದುರ್ಬಳಕೆಯಾಗಿದ್ದು, ಈ ಬಗ್ಗೆ ಸಮಗ್ರ ತನಿಖೆ ಮಾಡಿಸಲಾಗುವುದು. ಮಂಡ್ಯ ನಗರದ ರಸ್ತೆಗಳ ಅಭಿವೃದ್ಧಿಗೆ 25 ಕೋಟಿ ಹಣ ಬಿಡುಗಡೆಯಾಗಿದೆ. [1289,734,1466,863]
person-head [115,690,138,713]
article-column [1289,2038,1471,2278]
column-divider [484,1709,486,2283]
paragraph: ಜಾತಿ-ಧರ್ಮದ ಹೆಸರಿನಲ್ಲಿ ಜನ ಮತ್ತು ಸಮಾಜವನ್ನು ವಿಭಜನೆ ಮಾಡಲಾಗುತ್ತಿದೆ. ಇಂತಹ ಸಂದರ್ಭದಲ್ಲಿ ಬಹುತ್ವ, ಪ್ರಜಾಪ್ರಭುತ್ವ [96,1495,281,1543]
person-figure [150,676,196,801]
paragraph: ಗ್ರಾಪಂನ 2ನೇ ಅವಧಿಯ ಅಧ್ಯಕ್ಷ ಸ್ಥಾನ ಸಾಮಾನ್ಯ ವರ್ಗಕ್ಕೆ, ಉಪಾಧ್ಯಕ್ಷ ಸ್ಥಾನ ಬಿಸಿಎಂ ಮಹಿಳೆಗೆ ಮೀಸಲಾಗಿತ್ತು. ಅಧ್ಯಕ್ಷ ಸ್ಥಾನಕ್ಕೆ ಕಾಂಗ್ರೆಸ್ ಬೆಂಬಲಿತ ಅಭ್ಯರ್ಥಿ ಎಸ್.ಬೀರೇಶ್ ಬಾಬು, ಉಪಾಧ್ಯಕ್ಷ ಸ್ಥಾನಕ್ಕೆ ಜೆಡಿಎಸ್ ಬೆಂಬಲಿತ ಸದಸ್ಯೆ ಭಾಗ್ಯಮ್ಮ ಸ್ವಾಮಿಗೌಡ ಅವರನ್ನು ಹೊರತುಪಡಿಸಿ ಬೇರೆ ಯಾರೂ ನಾಮಪತ್ರ ಸಲ್ಲಿಸದ ಕಾರಣ ಅವಿರೋಧ ಆಯ್ಕೆಯನ್ನು ಚುನಾವಣಾಧಿಕಾರಿ, ಪಶುವೈದ್ಯ ಇಲಾಖೆ ಸಹಾಯಕ ನಿರ್ದೇಶಕರು ಘೋಷಿಸಿದರು. ಸಹಾಯಕ ಚುನಾವಣಾಧಿಕಾರಿಯಾಗಿ ಡಿ.ಬಿ.ಶಿವಕುಮಾರ್, ಕಾರ್ಯದರ್ಶಿ ಭಾಸ್ಕರ್ ಹರೀಶ್ ಕಾರ್ಯ ನಿರ್ವಹಿಸಿದರು. ನೂತನ ಅಧ್ಯಕ್ಷ ಎಸ್. [97,888,279,1116]
person-figure [679,266,748,479]
person-head [627,1887,647,1907]
person-body [799,713,849,788]
person-head [1266,219,1300,253]
person-head [1138,1305,1167,1334]
paragraph: ಮಂಡ್ಯ ನಗರಸಭೆಗೆ ಹಸ್ತಾಂತರಿಸಿದ್ದು, ಅಲ್ಲಿ ಯಾವ ಅಭಿವೃದ್ಧಿ ಯೋಜನೆ ಮಾಡಬೇಕೆಂಬುದನ್ನು ಶೀಘ್ರ ನಿಗದಿಗೊಳಿಸಲಾಗುವುದು ಎಂದರು. [1289,668,1466,732]
person-body [504,710,551,801]
subheadline-text: ಜಿಲ್ಲಾ ಉಸ್ತುವಾರಿ ಸಚಿವ ಹೆಚ್.ಸಿ.ಮಹದೇವಪ್ಪ [339,1244,624,1266]
paragraph: 6 ಜನ ಪ್ರಯಾಣಿಕರಿಗೆ ವಿಮಾನ ತಪ್ಪಿದ್ದು, ಮಾಡದ ತಪ್ಪಿಗೆ ಸತತ 6 ಗಂಟೆಗಳ ಕಾಲ ವಿಮಾನ ನಿಲ್ದಾಣದಲ್ಲಿಯೇ ಕಾದು ಕುಳಿತಿದ್ದಾರೆ. [1289,2038,1471,2086]
person-body [1304,1332,1368,1452]
person-figure [953,1897,988,2004]
photo-wrap-spacer [1376,1790,1471,1863]
person-body [1049,756,1121,828]
person-head [1438,1313,1461,1337]
banner-text-line [1107,1277,1204,1281]
paragraph: ಬೇಕು ಎಂದು ಸಲಹೆ ನೀಡಿದರು. [892,1620,1015,1634]
person-body [341,704,388,801]
paragraph: ಮಂಡ್ಯ, ಆ.6– ಮಂಡ್ಯ ಜನತೆಗೆ ವಿದ್ಯುತ್ ಸಮಸ್ಯೆಯಾಗಬಾರದೆಂಬ ನಿಟ್ಟಿನಲ್ಲಿ 400 ಕೆವಿ ಪವರ್ ಸ್ಟೇಷನ್ ಸ್ಥಾಪಿಸಲಾಗುತ್ತಿದ್ದು, ಇದು ಶೀಘ್ರ ಲೋಕಾರ್ಪಣೆಗೊಂಡರೆ ಮಂಡ್ಯದಲ್ಲಿ ಕನಿಷ್ಠ 100 ವರ್ಷ ವಿದ್ಯುತ್ ಸಮಸ್ಯೆ ಇರುವುದಿಲ್ಲ ಎಂದು ಶಾಸಕ ಗಣಿಗ ರವಿಕುಮಾರ್ ತಿಳಿಸಿದರು. [901,668,1076,814]
paragraph: ಈ ವೇಳೆ ಬ್ಲಾಕ್ ಕಾಂಗ್ರೆಸ್ ಅಧ್ಯಕ್ಷ ಬಿ.ನಾಗೇಂದ್ರಕುಮಾರ್, ತಾಪಂ ಮಾಜಿ ಅಧ್ಯಕ್ಷ ಪಿ.ನಂಜುಂಡೇಗೌಡ, ತಾಪಂ [295,953,478,1001]
paragraph: ಹಣ ಕೊಟ್ಟು ಕೊಳ್ಳುವಂತಹ ವಸ್ತು ಆರೋಗ್ಯವಲ್ಲ. ನಮ್ಮ ಆರೋಗ್ಯವನ್ನು ನಾವೇ ಕಾಪಾಡಿಕೊಳ್ಳಬೇಕು ಎಂದು ಸಲಹೆ ನೀಡಿದರು. [691,484,876,532]
person-figure [855,1867,889,2004]
award-plaque [452,1361,508,1410]
photo-farmer-portrait [1237,211,1330,327]
masthead-logo: ಮೈಸೂರು ಮಿತ್ರ [847,87,1007,124]
article-column [889,212,1075,605]
person-head [532,257,576,300]
person-head [942,1297,962,1317]
subheadline [296,1244,667,1267]
article-column [295,806,478,1025]
person-head [399,693,423,716]
person-figure [1013,1313,1054,1452]
person-head [473,702,494,722]
person-body [1374,1326,1432,1452]
person-body [1124,1329,1182,1452]
headline-text: ಆಲಂಬಾಡಿಕಾವಲು ಗ್ರಾಪಂಗೆ ಬೀರೇಶ್‌ಬಾಬು ಅಧ್ಯಕ್ಷ [98,615,678,656]
person-figure [495,1834,548,2005]
run-in-head: ಘಟನೆ ವಿವರ: [115,1914,173,1929]
paragraph: ಆರೋಗ್ಯ ಸೇವೆ ನಮ್ಮ ಅಂಗೈನಲ್ಲಿ ಸಿಗುವಂತಾಗಬೇಕು. ಇಂತಹ ಶಿಬಿರಗಳಿಂದ ಸಿಗುವ ಆರೋಗ್ಯ ಸೌಲಭ್ಯಗಳು ಸಮಾಜದ ಕಟ್ಟಕಡೆಯ ಜನರಿಗೆ ತಲುಪುವಂತಾಗಬೇಕು ಎಂದರು. [296,484,480,564]
headline-text: ಬಿದ್ದು ಗಾಯಗೊಂಡ ಸಾಲುಮರದ [1091,1709,1433,1746]
person-figure [577,1878,617,2004]
paragraph: ನಿಮ್ಮ ದೇಹ ನೋಡಿದರೆ ಎಷ್ಟು ಶ್ರಮ ಪಟ್ಟಿದ್ದೀರಿ ಎಂದು ತಿಳಿಯುತ್ತದೆ ಎಂದರು. [1277,1457,1471,1489]
person-body [463,718,504,801]
paragraph-text: ಹುಣಸೂರು, ಆ.6– ಜಮೀನು ವಿವಾದದ ಹಿನ್ನೆಲೆಯಲ್ಲಿ ಮರಕ್ಕೆ ಕಟ್ಟಿಹಾಕಿ ಥಳಿಸಿದ್ದರಿಂದ ಅವಮಾನಿತರಾಗಿ ಕ್ರಿಮಿನಾಶಕ ಸೇವಿಸಿ ರೈತ ಆತ್ಮಹತ್ಯೆ ಮಾಡಿಕೊಂಡಿರುವ ಘಟನೆ ತಾಲೂಕಿನ ಕುಡಿನೀರು ಮುದ್ದನಹಳ್ಳಿಯಲ್ಲಿ ನಡೆದಿದೆ. [99,1800,476,1847]
article-column [495,484,680,605]
person-head [901,1305,921,1325]
person-head [580,280,604,303]
headline-text: ಡಿಕ್ಕಿ: ಇಬ್ಬರಿಗೆ ಗಾಯ [709,640,859,665]
person-head [823,271,858,305]
paragraph: ಕಾರ್ಯಕ್ರಮದಲ್ಲಿ ವೈದ್ಯರು ಶಿಬಿರದಲ್ಲಿ ಪಾಲ್ಗೊಂಡ ಗ್ರಾಮಸ್ಥರ ಆರೋಗ್ಯ ತಪಾಸಣೆ ನಡೆಸಿ ಉಚಿತವಾಗಿ ಔಷಧ ವಿತರಿಸಿದರು. [889,295,1075,343]
paragraph: ವಿ.ಶ್ರೀನಿವಾಸ್ ಪ್ರಸಾದ್ ಅಭಿಮಾನಿ ಬಳಗ ಚಾಮರಾಜನಗರ ಮತ್ತು ಮೈಸೂರು ಘಟಕದ ಸಹಯೋಗದಲ್ಲಿ ಹಮ್ಮಿಕೊಂಡಿದ್ದ ಕಾರ್ಯಕ್ರಮದಲ್ಲಿ ಮಾತನಾಡಿದ ಚಾಮರಾಜನಗರ ವಿಶ್ವವಿದ್ಯಾನಿಲಯದ ಕುಲಪತಿ ಪ್ರೊ.ಎಂ.ಆರ್.ಗಂಗಾಧರ್, ಸಂಸದರಾದ ವಿ.ಶ್ರೀನಿವಾಸ್ ಪ್ರಸಾದ್ [495,2109,676,2222]
banner-text-line [1099,1262,1213,1267]
photo-accident-victims [692,670,876,801]
headline [97,615,679,656]
person-head [609,1315,649,1354]
paragraph: ಕಾರ್ಯಕ್ರಮದಲ್ಲಿ ಧ್ವನಿ ಫೌಂಡೇಷನ್ ಪದಾಧಿಕಾರಿಗಳು ಸೇರಿದಂತೆ ಹಲವರು ಉಪಸ್ಥಿತರಿದ್ದರು. [490,1516,667,1563]
article-column [490,1482,667,1706]
article-column [493,806,677,1025]
headline-line [96,1712,476,1751]
paragraph: ಚಿನಕುರಳಿ, ಆ.6– ದುರ್ದಂಡೇಶ್ವರ, ಚಂದ್ರವನ ಮಠಗಳು ಶಿಕ್ಷಣದ ಜೊತೆಗೆ ಪರಂಪರೆ, ಸಂಸ್ಕೃತಿ, ಸಂಸ್ಕಾರ, ನೈತಿಕ ಮೌಲ್ಯಗಳನ್ನು ಬಿತ್ತುವ ಕೆಲಸ ಮಾಡುತ್ತಿವೆ ಎಂದು ಜಿಲ್ಲಾಧಿಕಾರಿ ಡಾ.ಕುಮಾರ್ ಹೇಳಿದರು. [97,213,279,293]
article-column [495,2010,676,2279]
paragraph: ಮತ್ತು ಸಂವಿಧಾನವನ್ನು ಎತ್ತಿಹಿಡಿಯುವ ಕೆಲಸವನ್ನು ಸಂಘಟನೆಗಳು ಮಾಡಬೇಕಾಗಿದೆ ಎಂದರು. [296,1483,476,1530]
person-head [516,690,539,713]
headline-text: ಕೆಂಪೇಗೌಡ ವಿಮಾನ ನಿಲ್ದಾಣ: 12 ನಿಮಿಷ ಮೊದಲೇ, [1092,1974,1470,2003]
paragraph: ಮಂಡ್ಯ, ಆ.6– ಕೃಷಿ ಉದ್ದೇಶಕ್ಕೆ ಸಾಲ ಮಾಡಿ ತೀವ್ರ ಸಂಕಷ್ಟಕ್ಕೆ ಸಿಲುಕಿದ್ದ ರೈತರೊಬ್ಬರು ವಿಷ ಕುಡಿದು ಆತ್ಮಹತ್ಯೆಗೆ ಯತ್ನಿಸಿ ಆಸ್ಪತ್ರೆಯಲ್ಲಿ ಸಾವು ಬದುಕಿನ ನಡುವೆ ಹೋರಾಟ ನಡೆಸಿ ಕೊನೆಗೂ ಚಿಕಿತ್ಸೆ ಫಲಕಾರಿಯಾಗದೇ ಮೃತಪಟ್ಟಿದ್ದಾರೆ. ತಾಲೂಕಿನ ಇಂಡುವಾಳು ಗ್ರಾಮದ ರೈತ ಮಹಾಲಿಂಗಯ್ಯ(65) ಸಾಲಬಾಧೆಗೆ ಬಲಿಯಾದವರು. ಗ್ರಾಮದಲ್ಲಿದ್ದ ತಮ್ಮ ಒಂದೂವರೆ ಎಕರೆ ಜಮೀನಿನಲ್ಲಿ ಭತ್ತ ಬೆಳೆದಿದ್ದರು. ಕೃಷಿಗಾಗಿ ಬ್ಯಾಂಕ್‌ನಲ್ಲಿ ಒಡವೆ ಸಾಲ, [1095,178,1274,389]
headline-text: ಮಂಡ್ಯದಲ್ಲಿ 400 ಕೆವಿ ಪವರ್ ಸ್ಟೇಷನ್ ಸ್ಥಾಪನೆ [897,617,1467,664]
person-figure [550,702,596,801]
headline-text: ಕ್ಷುಲ್ಲಕ ಕಾರಣ: ಯುವಕನ ಕೊಲೆ [1143,431,1417,458]
headline-line [1091,1974,1471,2004]
person-head [587,1878,607,1898]
person-head [1077,1326,1100,1349]
banner-text: ಂದ್ರವನ [301,309,392,343]
paragraph-text: ಶುಕ್ರವಾರ ಸಹ ಮಹೇಶ್ ಮತ್ತು ಗುರುರಾವ್ ಬಾಂಗೆ ನಡುವೆ ಗಲಾಟೆಯಾಗಿತ್ತು. ಈ ಸಂಬಂಧ ಗ್ರಾಮಾಂತರ ಠಾಣೆ ಪೊಲೀಸರು ಇಬ್ಬರನ್ನು ಕರೆಸಿ ಜಮೀನು ವಿವಾದ ನ್ಯಾಯಾಲಯದಲ್ಲಿದ್ದು, ಆದೇಶ ಹೊರಬೀಳುವವರೆಗೆ ಇಬ್ಬರೂ ಸಹ ಗಲಾಟೆ ಮಾಡಿಕೊಳ್ಳದಂತೆ ಎಚ್ಚರಿಸಿ ಕಳುಹಿಸಿದ್ದರು. [99,1979,476,2043]
paragraph: ಪರಿಷತ್ ಸದಸ್ಯರು, ಮುಖಂಡರಾದ ಮಾಯಿಗ್, ಕೃಷ್ಣ, ಅರ್ಜುನ್ ಸೇರಿದಂತೆ ಹಲವರಿದ್ದರು. [1286,1620,1471,1651]
paragraph: ಮೈಸೂರಿನ ಕೃಷ್ಣಮೂರ್ತಿಪುರಂನಲ್ಲಿರುವ ಶಾರದಾ ವಿಲಾಸ ಕಾನೂನು ಕಾಲೇಜಿನ ಸಭಾಂಗಣದಲ್ಲಿ ಭಾನುವಾರ ಸಂಜೆ ಆಯೋಜಿಸಿದ್ದ ಧ್ವನಿ ಫೌಂಡೇಷನ್ ಉದ್ಘಾಟನಾ ಕಾರ್ಯಕ್ರಮದಲ್ಲಿ ಮಾತನಾಡಿದ ಅವರು, ದೇಶದ ಸಂಸ್ಕೃತಿ, ಪರಂಪರೆ, ಆಚಾರ-ವಿಚಾರಗಳನ್ನು ಕಲೆಗಳ ಮೂಲಕ ಉಳಿಸಿಕೊಳ್ಳಬೇಕಿದೆ ಎಂದರು. [96,1381,281,1494]
quote-mark-icon: “ [899,1459,921,1486]
paragraph: ಜೋಡಿಸಬೇಕೆಂದು ಮನವಿ ಮಾಡಿದರು. [1092,668,1244,683]
person-body [1426,1333,1473,1452]
pull-quote-text: ಯಾರು ಸಂವಿಧಾನವನ್ನು ತೇಯುತ್ತೇವೆ ಎಂದು ಬೊಬ್ಬೆ ಹೊಡೆಯುತ್ತಿದ್ದರೋ ಅಂತಹವರೂ ಕೂಡ ಇಂದು ಸಂವಿಧಾನದ ಪೀಠಿಕೆಯನ್ನು ಓದುವಂತಾಗಿದೆ. ನಾವು ಸಂವಿಧಾನವನ್ನು ರಕ್ಷಿಸಿದರೆ ಅದು ನಮ್ಮನ್ನು ರಕ್ಷಿಸುತ್ತದೆ. ಶಾಲೆಗಳಲ್ಲಿ ಮತ್ತು ವಿಧಾನಸಭೆ ಹಾಗೂ ವಿಧಾನಪರಿಷತ್ ಕಲಾಪ ಆರಂಭಕ್ಕೂ ಮುನ್ನ ಸಂವಿಧಾನ ಪೀಠಿಕೆಯನ್ನು ಎಲ್ಲರೂ ಓದುವ ಕೆಲಸವನ್ನು ನಮ್ಮ ಸರ್ಕಾರ ಮಾಡಿದೆ. ಕೋಮುವಾದ ಹತ್ತಿಕ್ಕುವ ದೃಷ್ಟಿಯಿಂದ ರಾಜ್ಯದ ಜನತೆ ಕಾಂಗ್ರೆಸ್‌ಗೆ ಬೆಂಬಲ ನೀಡಿದ್ದಾರೆ. ಅದರಂತೆ ಚುನಾವಣೆಗೂ ಮುನ್ನ ನೀಡಿದ್ದ ಎಲ್ಲಾ ಭರವಸೆಗಳನ್ನು ಈಡೇರಿಸುವ ಮೂಲಕ ಜನರ ವಿಶ್ವಾಸಗಳನ್ನು ಉಳಿಸಿಕೊಳ್ಳುತ್ತೇವೆ. [902,1459,1265,1578]
